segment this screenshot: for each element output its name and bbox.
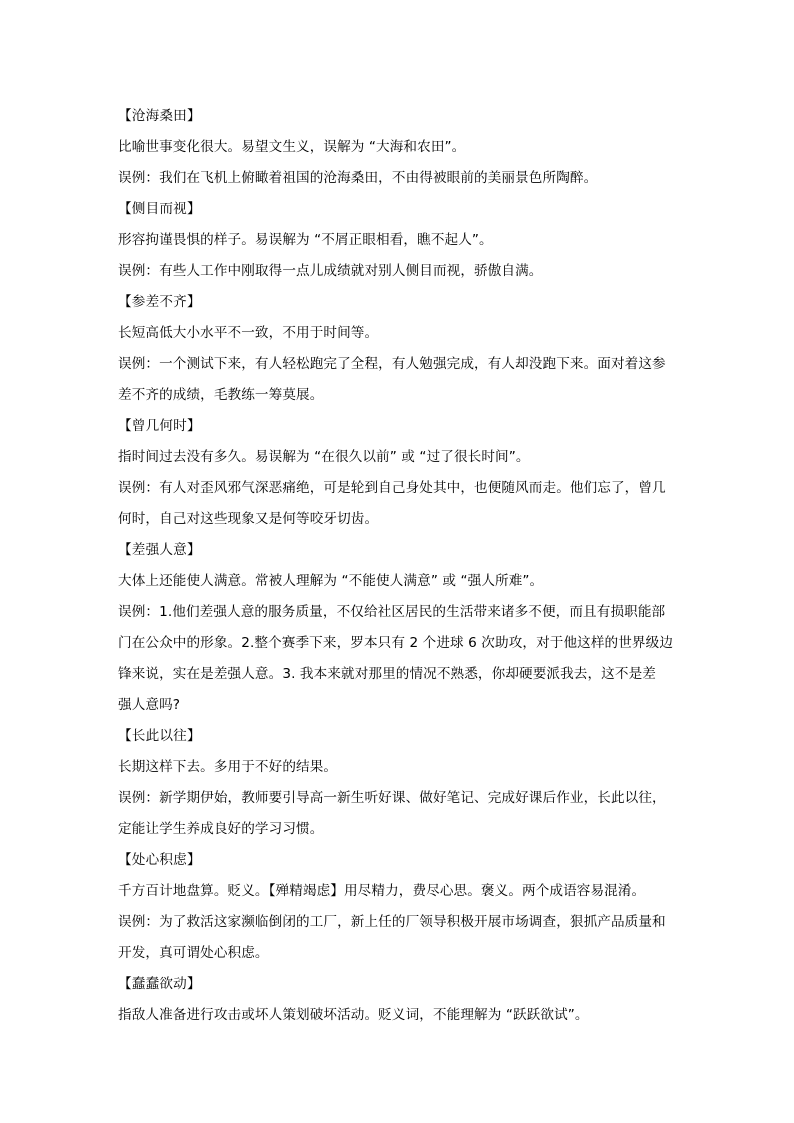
example-line: 误例：为了救活这家濒临倒闭的工厂，新上任的厂领导积极开展市场调查，狠抓产品质量和 — [118, 914, 666, 930]
definition-line: 指时间过去没有多久。易误解为 “在很久以前” 或 “过了很长时间”。 — [118, 449, 530, 465]
entry-heading: 【沧海桑田】 — [118, 108, 201, 124]
entry-heading: 【蠢蠢欲动】 — [118, 976, 201, 992]
entry-heading: 【参差不齐】 — [118, 294, 201, 310]
entry-heading: 【侧目而视】 — [118, 201, 201, 217]
example-line: 定能让学生养成良好的学习习惯。 — [118, 821, 324, 837]
example-line: 锋来说，实在是差强人意。3. 我本来就对那里的情况不熟悉，你却硬要派我去，这不是差 — [118, 666, 656, 682]
example-line: 强人意吗? — [118, 697, 181, 713]
definition-line: 指敌人准备进行攻击或坏人策划破坏活动。贬义词，不能理解为 “跃跃欲试”。 — [118, 1007, 589, 1023]
entry — [118, 101, 680, 194]
example-line: 误例：我们在飞机上俯瞰着祖国的沧海桑田，不由得被眼前的美丽景色所陶醉。 — [118, 170, 598, 186]
definition-line: 千方百计地盘算。贬义。【殚精竭虑】用尽精力，费尽心思。褒义。两个成语容易混淆。 — [118, 883, 646, 899]
definition-line: 长短高低大小水平不一致，不用于时间等。 — [118, 325, 379, 341]
example-line: 门在公众中的形象。2.整个赛季下来，罗本只有 2 个进球 6 次助攻，对于他这样的世界级边 — [118, 635, 674, 651]
entry-heading: 【处心积虑】 — [118, 852, 201, 868]
entry-heading: 【差强人意】 — [118, 542, 201, 558]
entry — [118, 287, 680, 411]
example-line: 差不齐的成绩，毛教练一筹莫展。 — [118, 387, 324, 403]
entry — [118, 969, 680, 1031]
entry — [118, 411, 680, 535]
example-line: 误例：一个测试下来，有人轻松跑完了全程，有人勉强完成，有人却没跑下来。面对着这参 — [118, 356, 666, 372]
example-line: 开发，真可谓处心积虑。 — [118, 945, 269, 961]
document-page — [118, 101, 680, 1031]
definition-line: 比喻世事变化很大。易望文生义，误解为 “大海和农田”。 — [118, 139, 466, 155]
definition-line: 形容拘谨畏惧的样子。易误解为 “不屑正眼相看，瞧不起人”。 — [118, 232, 493, 248]
entry — [118, 721, 680, 845]
entry-heading: 【长此以往】 — [118, 728, 201, 744]
example-line: 何时，自己对这些现象又是何等咬牙切齿。 — [118, 511, 379, 527]
definition-line: 大体上还能使人满意。常被人理解为 “不能使人满意” 或 “强人所难”。 — [118, 573, 544, 589]
entry — [118, 194, 680, 287]
example-line: 误例：有些人工作中刚取得一点儿成绩就对别人侧目而视，骄傲自满。 — [118, 263, 543, 279]
example-line: 误例：1.他们差强人意的服务质量，不仅给社区居民的生活带来诸多不便，而且有损职能部 — [118, 604, 666, 620]
example-line: 误例：新学期伊始，教师要引导高一新生听好课、做好笔记、完成好课后作业，长此以往， — [118, 790, 666, 806]
definition-line: 长期这样下去。多用于不好的结果。 — [118, 759, 338, 775]
entry — [118, 535, 680, 721]
entry — [118, 845, 680, 969]
entry-heading: 【曾几何时】 — [118, 418, 201, 434]
example-line: 误例：有人对歪风邪气深恶痛绝，可是轮到自己身处其中，也便随风而走。他们忘了，曾几 — [118, 480, 666, 496]
